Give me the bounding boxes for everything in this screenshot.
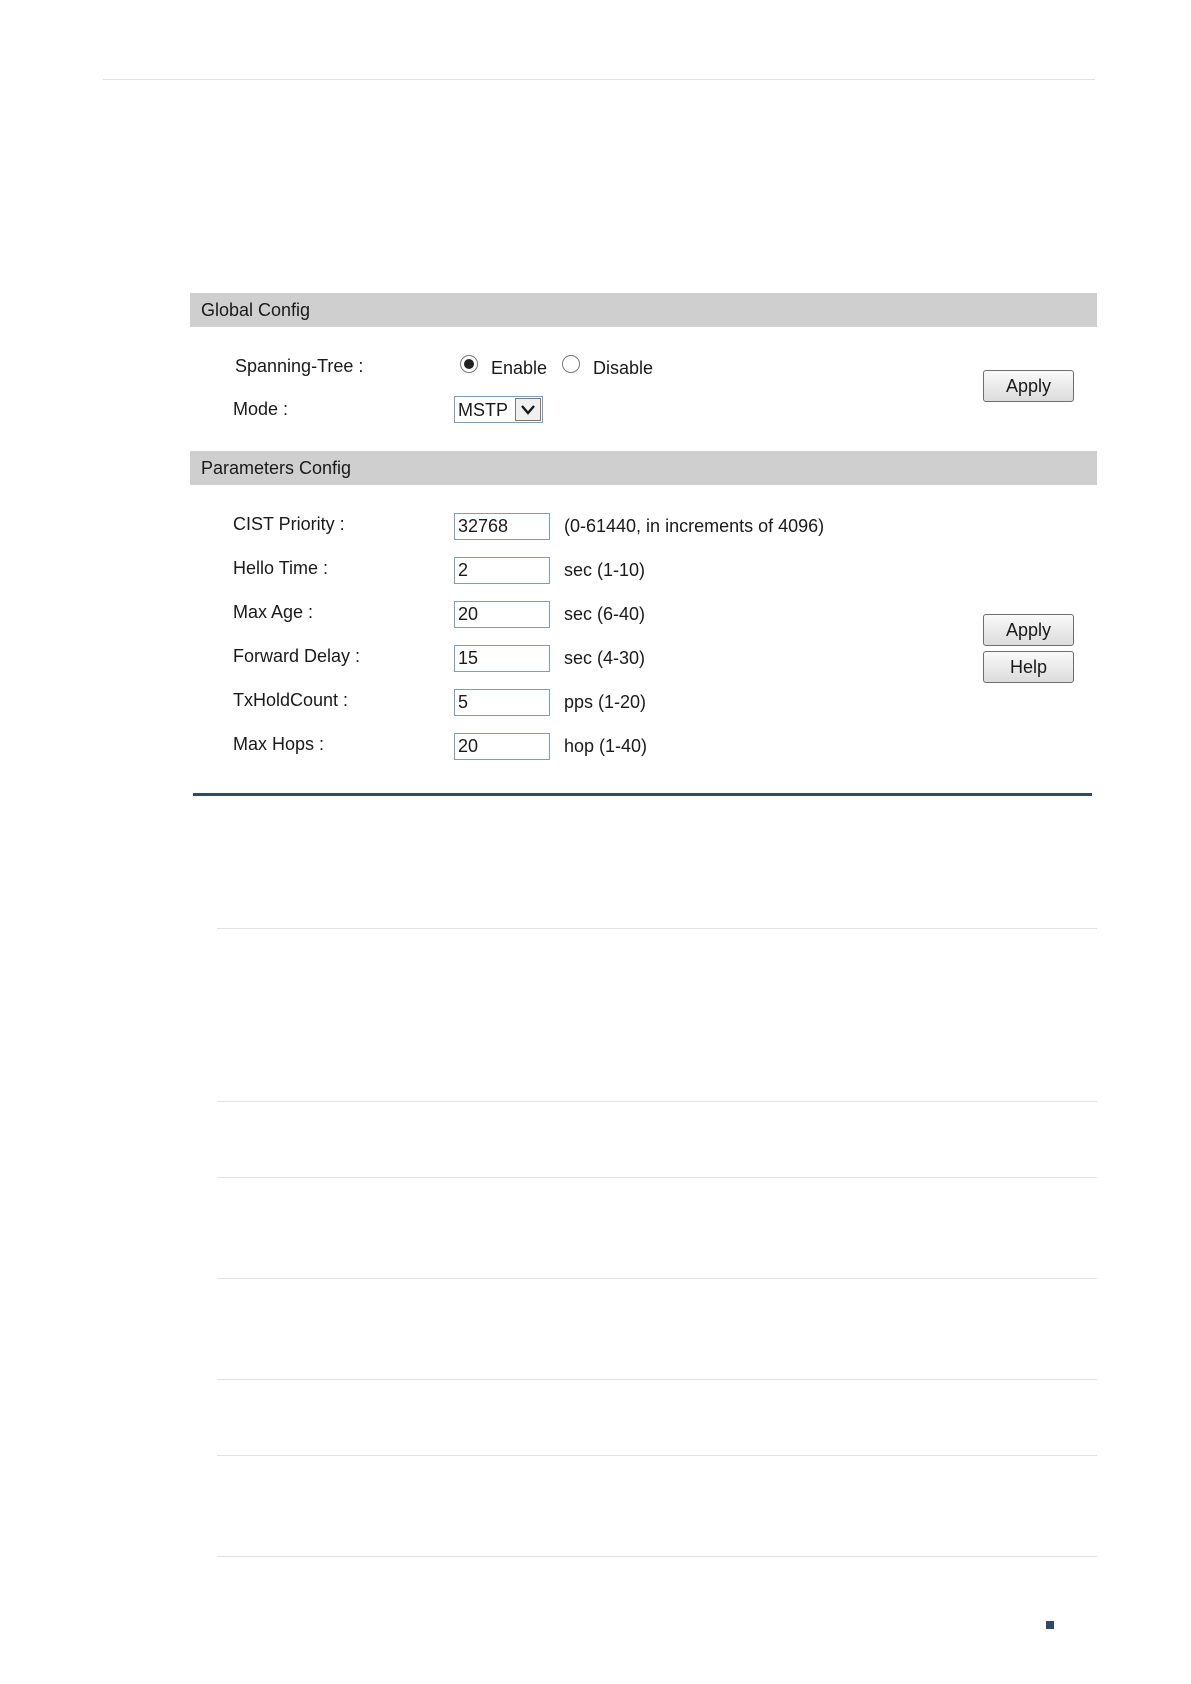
tx-hold-count-label: TxHoldCount : bbox=[233, 690, 349, 710]
max-hops-input[interactable] bbox=[454, 733, 550, 760]
table-rule bbox=[217, 1177, 1097, 1178]
max-age-hint: sec (6-40) bbox=[564, 604, 646, 624]
forward-delay-label: Forward Delay : bbox=[233, 646, 361, 666]
chevron-down-icon[interactable] bbox=[515, 398, 541, 421]
table-rule bbox=[217, 928, 1097, 929]
enable-label: Enable bbox=[491, 358, 548, 378]
table-rule bbox=[217, 1379, 1097, 1380]
cist-priority-label: CIST Priority : bbox=[233, 514, 345, 534]
forward-delay-input[interactable] bbox=[454, 645, 550, 672]
global-config-header: Global Config bbox=[190, 293, 1097, 327]
disable-label: Disable bbox=[593, 358, 654, 378]
mode-select-value: MSTP bbox=[458, 400, 509, 420]
table-rule bbox=[217, 1455, 1097, 1456]
max-hops-hint: hop (1-40) bbox=[564, 736, 648, 756]
panel-bottom-divider bbox=[193, 793, 1092, 796]
hello-time-label: Hello Time : bbox=[233, 558, 329, 578]
parameters-config-header: Parameters Config bbox=[190, 451, 1097, 485]
spanning-tree-disable-radio[interactable] bbox=[562, 355, 580, 373]
cist-priority-input[interactable] bbox=[454, 513, 550, 540]
table-rule bbox=[217, 1101, 1097, 1102]
help-button[interactable]: Help bbox=[983, 651, 1074, 683]
forward-delay-hint: sec (4-30) bbox=[564, 648, 646, 668]
mode-label: Mode : bbox=[233, 399, 289, 419]
max-age-label: Max Age : bbox=[233, 602, 314, 622]
parameters-apply-button[interactable]: Apply bbox=[983, 614, 1074, 646]
spanning-tree-enable-radio[interactable] bbox=[460, 355, 478, 373]
max-age-input[interactable] bbox=[454, 601, 550, 628]
hello-time-input[interactable] bbox=[454, 557, 550, 584]
square-icon bbox=[1046, 1621, 1054, 1629]
global-apply-button[interactable]: Apply bbox=[983, 370, 1074, 402]
page-top-rule bbox=[103, 79, 1095, 80]
spanning-tree-label: Spanning-Tree : bbox=[235, 356, 364, 376]
mode-select[interactable] bbox=[454, 396, 543, 423]
tx-hold-count-hint: pps (1-20) bbox=[564, 692, 647, 712]
table-rule bbox=[217, 1278, 1097, 1279]
table-rule bbox=[217, 1556, 1097, 1557]
max-hops-label: Max Hops : bbox=[233, 734, 325, 754]
tx-hold-count-input[interactable] bbox=[454, 689, 550, 716]
hello-time-hint: sec (1-10) bbox=[564, 560, 646, 580]
cist-priority-hint: (0-61440, in increments of 4096) bbox=[564, 516, 825, 536]
